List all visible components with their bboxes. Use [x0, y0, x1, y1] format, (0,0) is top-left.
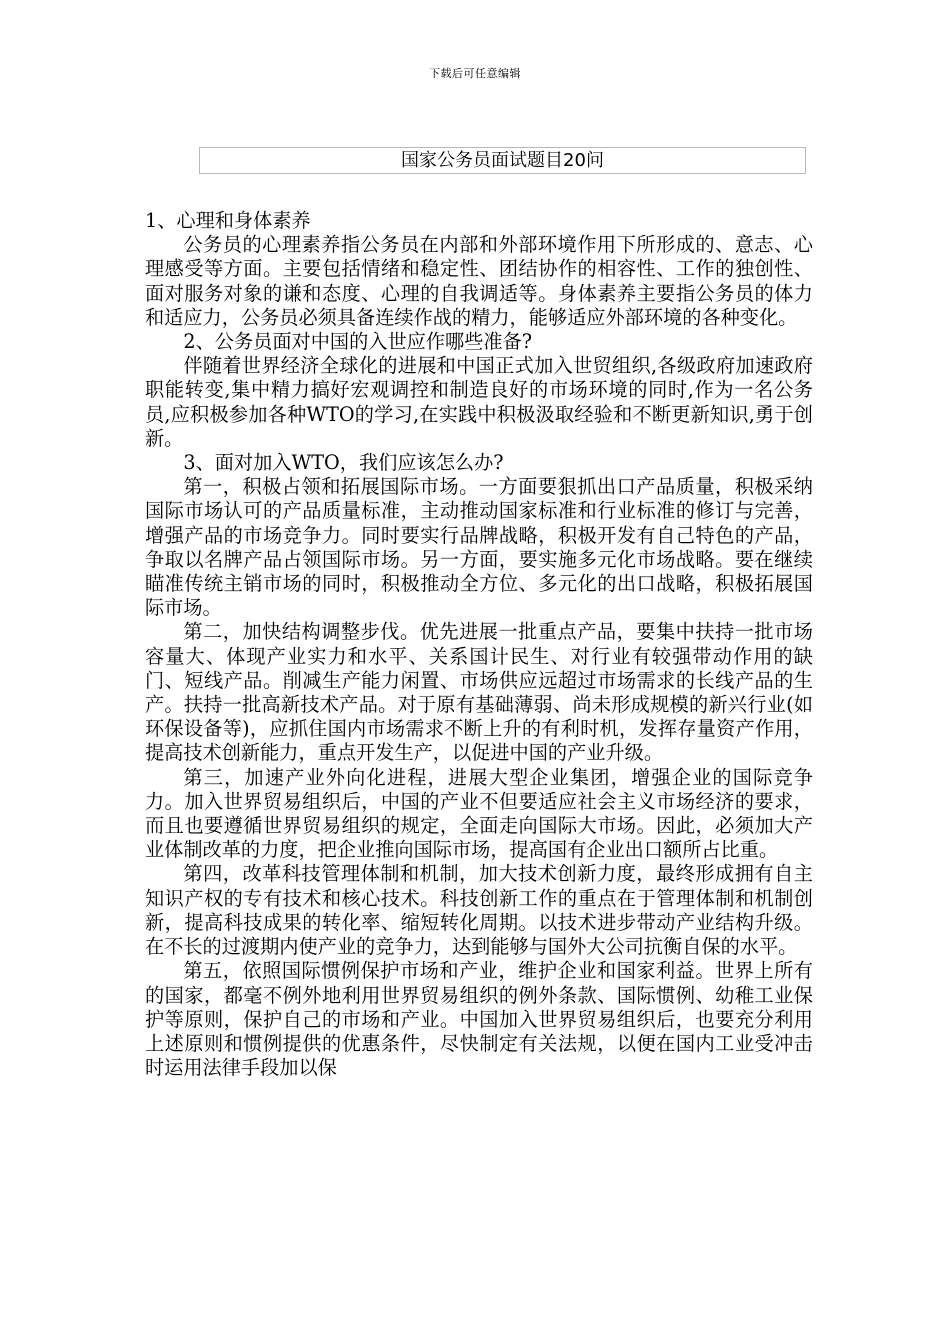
header-note: 下载后可任意编辑 — [429, 67, 521, 80]
answer-3-point-4: 第四，改革科技管理体制和机制，加大技术创新力度，最终形成拥有自主知识产权的专有技术和核心技术。科技创新工作的重点在于管理体制和机制创新，提高科技成果的转化率、缩短转化周期。以技术进步带动产业结构升级。在不长的过渡期内使产业的竞争力，达到能够与国外大公司抗衡自保的水平。 — [145, 862, 813, 959]
document-title: 国家公务员面试题目20问 — [199, 147, 806, 174]
answer-3-point-3: 第三，加速产业外向化进程，进展大型企业集团，增强企业的国际竞争力。加入世界贸易组织后，中国的产业不但要适应社会主义市场经济的要求，而且也要遵循世界贸易组织的规定，全面走向国际大市场。因此，必须加大产业体制改革的力度，把企业推向国际市场，提高国有企业出口额所占比重。 — [145, 765, 813, 862]
question-3: 3、面对加入WTO，我们应该怎么办? — [183, 451, 504, 475]
paragraph-psychological-quality: 公务员的心理素养指公务员在内部和外部环境作用下所形成的、意志、心理感受等方面。主要包括情绪和稳定性、团结协作的相容性、工作的独创性、面对服务对象的谦和态度、心理的自我调适等。身体素养主要指公务员的体力和适应力，公务员必须具备连续作战的精力，能够适应外部环境的各种变化。 — [145, 233, 813, 329]
document-body — [145, 209, 813, 1080]
answer-3-point-1: 第一，积极占领和拓展国际市场。一方面要狠抓出口产品质量，积极采纳国际市场认可的产品质量标准，主动推动国家标准和行业标准的修订与完善，增强产品的市场竞争力。同时要实行品牌战略，积极开发有自己特色的产品，争取以名牌产品占领国际市场。另一方面，要实施多元化市场战略。要在继续瞄准传统主销市场的同时，积极推动全方位、多元化的出口战略，积极拓展国际市场。 — [145, 475, 813, 620]
answer-2: 伴随着世界经济全球化的进展和中国正式加入世贸组织,各级政府加速政府职能转变,集中精力搞好宏观调控和制造良好的市场环境的同时,作为一名公务员,应积极参加各种WTO的学习,在实践中积极汲取经验和不断更新知识,勇于创新。 — [145, 354, 813, 450]
answer-3-point-2: 第二，加快结构调整步伐。优先进展一批重点产品，要集中扶持一批市场容量大、体现产业实力和水平、关系国计民生、对行业有较强带动作用的缺门、短线产品。削减生产能力闲置、市场供应远超过市场需求的长线产品的生产。扶持一批高新技术产品。对于原有基础薄弱、尚未形成规模的新兴行业(如环保设备等)，应抓住国内市场需求不断上升的有利时机，发挥存量资产作用，提高技术创新能力，重点开发生产，以促进中国的产业升级。 — [145, 620, 813, 765]
section-heading-1: 1、心理和身体素养 — [145, 209, 311, 232]
question-2: 2、公务员面对中国的入世应作哪些准备? — [183, 330, 533, 354]
answer-3-point-5: 第五，依照国际惯例保护市场和产业，维护企业和国家利益。世界上所有的国家，都毫不例外地利用世界贸易组织的例外条款、国际惯例、幼稚工业保护等原则，保护自己的市场和产业。中国加入世界贸易组织后，也要充分利用上述原则和惯例提供的优惠条件，尽快制定有关法规，以便在国内工业受冲击时运用法律手段加以保 — [145, 959, 813, 1080]
